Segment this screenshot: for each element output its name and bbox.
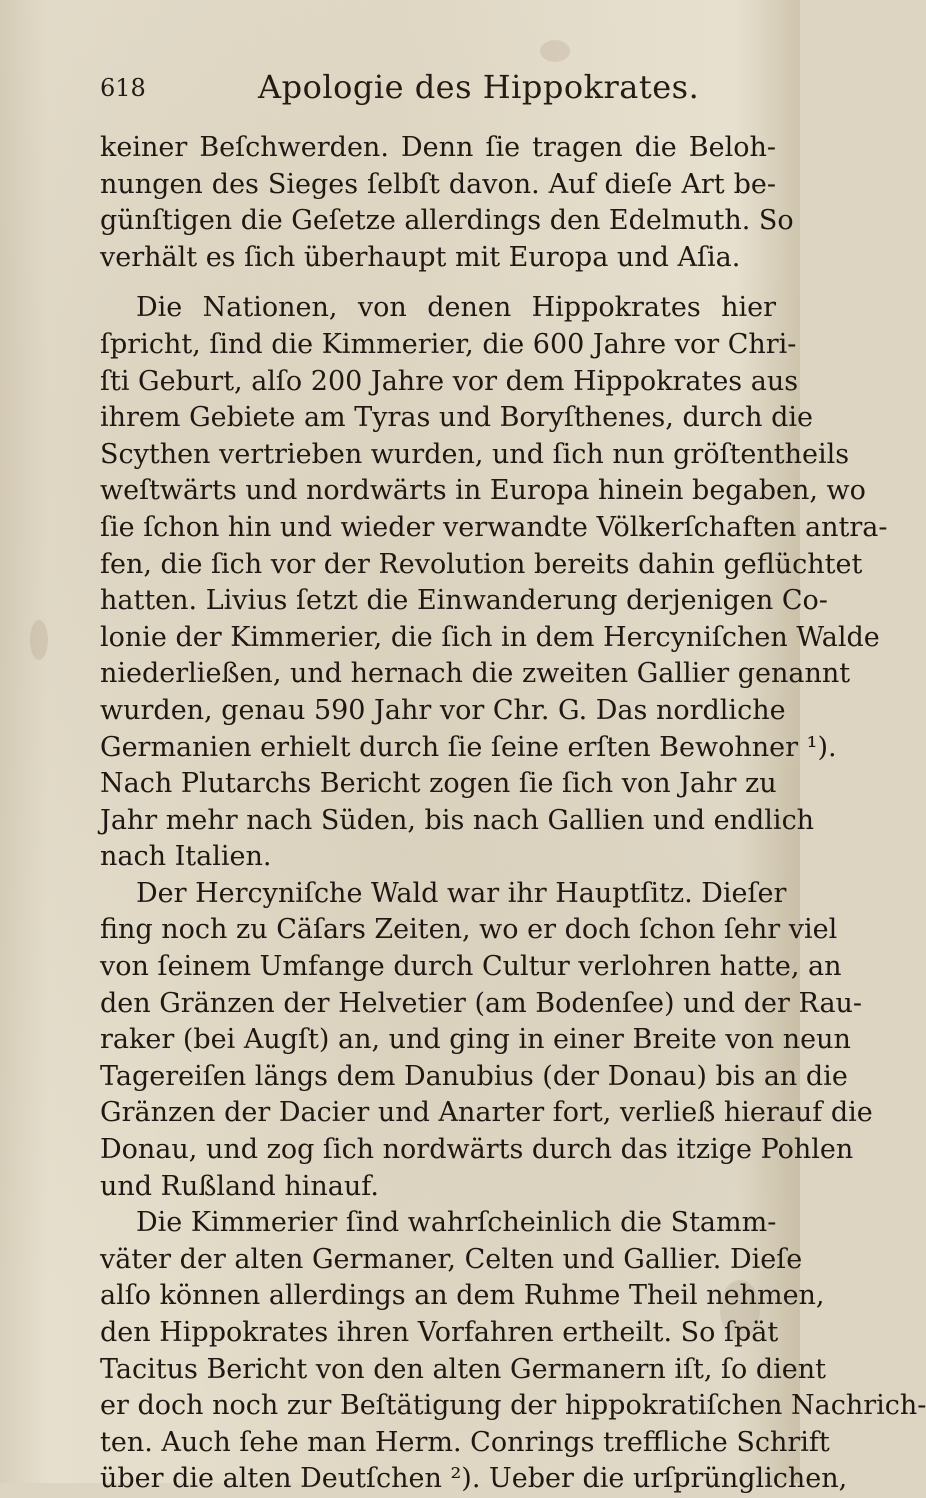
text-line: raker (bei Augſt) an, und ging in einer Breite von neun [100, 1024, 851, 1056]
text-line: Die Kimmerier ſind wahrſcheinlich die Stamm- [136, 1207, 777, 1239]
paper-stain [30, 620, 48, 660]
page-number: 618 [100, 74, 146, 102]
body-text [100, 130, 926, 1498]
paper-stain [540, 40, 570, 62]
text-line: Jahr mehr nach Süden, bis nach Gallien und endlich [100, 804, 815, 836]
text-line: alſo können allerdings an dem Ruhme Theil nehmen, [100, 1280, 825, 1312]
text-line: verhält es ſich überhaupt mit Europa und Aſia. [100, 241, 741, 273]
text-line: Tacitus Bericht von den alten Germanern iſt, ſo dient [100, 1353, 827, 1385]
page-header [100, 68, 720, 112]
text-line: lonie der Kimmerier, die ſich in dem Hercyniſchen Walde [100, 621, 880, 653]
text-line: niederließen, und hernach die zweiten Gallier genannt [100, 658, 851, 690]
running-head: Apologie des Hippokrates. [258, 68, 700, 106]
text-line: den Gränzen der Helvetier (am Bodenſee) und der Rau- [100, 987, 863, 1019]
text-line: Scythen vertrieben wurden, und ſich nun gröſtentheils [100, 438, 850, 470]
text-line: väter der alten Germaner, Celten und Gallier. Dieſe [100, 1243, 803, 1275]
text-line: ſie ſchon hin und wieder verwandte Völkerſchaften antra- [100, 511, 888, 543]
text-line: Donau, und zog ſich nordwärts durch das itzige Pohlen [100, 1134, 854, 1166]
text-line: ihrem Gebiete am Tyras und Boryſthenes, durch die [100, 402, 814, 434]
text-line: Tagereiſen längs dem Danubius (der Donau) bis an die [100, 1060, 848, 1092]
text-line: und Rußland hinauf. [100, 1170, 379, 1202]
text-line: ten. Auch ſehe man Herm. Conrings treffliche Schrift [100, 1426, 830, 1458]
text-line: Gränzen der Dacier und Anarter fort, verließ hierauf die [100, 1097, 873, 1129]
text-line: Die Nationen, von denen Hippokrates hier [136, 292, 776, 324]
text-line: hatten. Livius ſetzt die Einwanderung derjenigen Co- [100, 585, 828, 617]
text-line: Germanien erhielt durch ſie ſeine erſten Bewohner ¹). [100, 731, 837, 763]
text-line: ſpricht, ſind die Kimmerier, die 600 Jahre vor Chri- [100, 328, 797, 360]
text-line: weſtwärts und nordwärts in Europa hinein begaben, wo [100, 475, 866, 507]
text-line: über die alten Deutſchen ²). Ueber die urſprünglichen, [100, 1463, 848, 1495]
text-line: nungen des Sieges ſelbſt davon. Auf dieſe Art be- [100, 168, 776, 200]
text-line: Nach Plutarchs Bericht zogen ſie ſich von Jahr zu [100, 768, 777, 800]
text-line: er doch noch zur Beſtätigung der hippokratiſchen Nachrich- [100, 1390, 926, 1422]
text-line: ſti Geburt, alſo 200 Jahre vor dem Hippokrates aus [100, 365, 799, 397]
text-line: fen, die ſich vor der Revolution bereits dahin geflüchtet [100, 548, 863, 580]
text-line: fing noch zu Cäſars Zeiten, wo er doch ſchon ſehr viel [100, 914, 838, 946]
text-line: nach Italien. [100, 841, 272, 873]
text-line: keiner Beſchwerden. Denn ſie tragen die Beloh- [100, 132, 776, 163]
text-line: Der Hercyniſche Wald war ihr Hauptſitz. Dieſer [136, 877, 787, 909]
text-line: günſtigen die Geſetze allerdings den Edelmuth. So [100, 205, 794, 237]
text-line: wurden, genau 590 Jahr vor Chr. G. Das nordliche [100, 694, 786, 726]
text-line: den Hippokrates ihren Vorfahren ertheilt. So ſpät [100, 1317, 779, 1348]
text-line: von ſeinem Umfange durch Cultur verlohren hatte, an [100, 951, 842, 983]
